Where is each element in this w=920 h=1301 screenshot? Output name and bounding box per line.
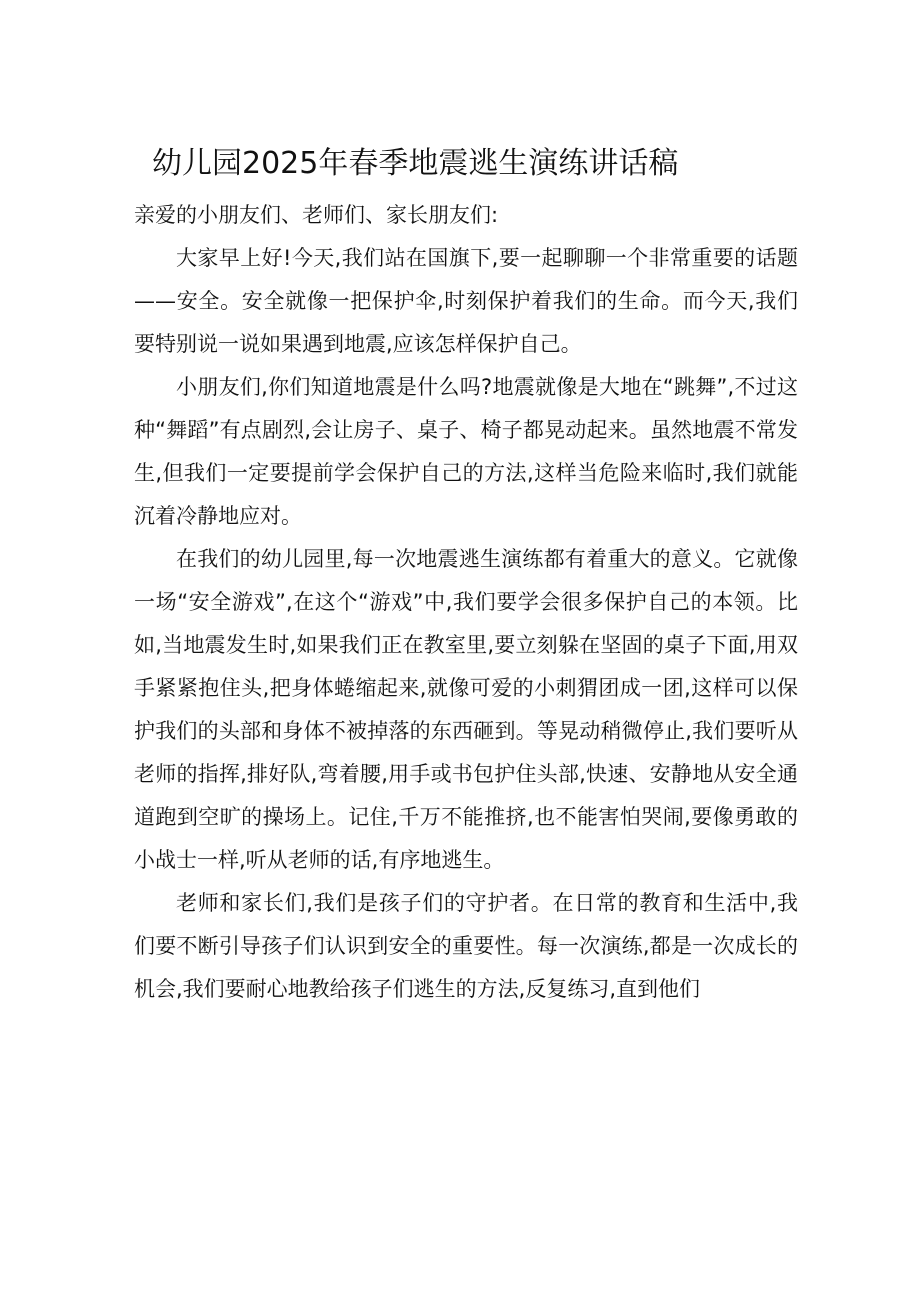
greeting: 亲爱的小朋友们、老师们、家长朋友们: — [134, 203, 499, 227]
document-body — [134, 194, 798, 1011]
paragraph: 大家早上好!今天,我们站在国旗下,要一起聊聊一个非常重要的话题——安全。安全就像一把保护伞,时刻保护着我们的生命。而今天,我们要特别说一说如果遇到地震,应该怎样保护自己。 — [134, 246, 798, 356]
paragraph: 小朋友们,你们知道地震是什么吗?地震就像是大地在“跳舞”,不过这种“舞蹈”有点剧烈,会让房子、桌子、椅子都晃动起来。虽然地震不常发生,但我们一定要提前学会保护自己的方法,这样当危险来临时,我们就能沉着冷静地应对。 — [134, 375, 798, 528]
paragraph: 在我们的幼儿园里,每一次地震逃生演练都有着重大的意义。它就像一场“安全游戏”,在这个“游戏”中,我们要学会很多保护自己的本领。比如,当地震发生时,如果我们正在教室里,要立刻躲在坚固的桌子下面,用双手紧紧抱住头,把身体蜷缩起来,就像可爱的小刺猬团成一团,这样可以保护我们的头部和身体不被掉落的东西砸到。等晃动稍微停止,我们要听从老师的指挥,排好队,弯着腰,用手或书包护住头部,快速、安静地从安全通道跑到空旷的操场上。记住,千万不能推挤,也不能害怕哭闹,要像勇敢的小战士一样,听从老师的话,有序地逃生。 — [134, 547, 798, 872]
document-title: 幼儿园2025年春季地震逃生演练讲话稿 — [152, 146, 679, 182]
paragraph: 老师和家长们,我们是孩子们的守护者。在日常的教育和生活中,我们要不断引导孩子们认识到安全的重要性。每一次演练,都是一次成长的机会,我们要耐心地教给孩子们逃生的方法,反复练习,直到他们 — [134, 891, 798, 1001]
